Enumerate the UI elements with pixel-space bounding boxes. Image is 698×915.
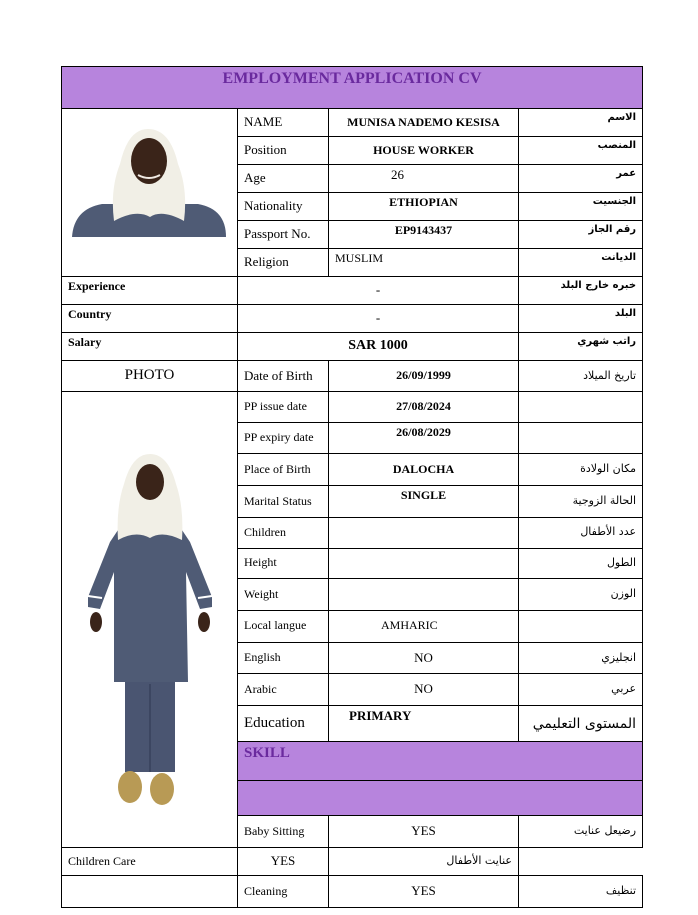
local-language-value: AMHARIC [329,610,519,642]
pp-issue-arabic [519,392,643,423]
children-label: Children [238,517,329,548]
age-arabic: عمر [519,165,643,193]
skill-header-blank [238,780,643,815]
nationality-value: ETHIOPIAN [329,193,519,221]
passport-value: EP9143437 [329,221,519,249]
skill-children-care-label: Children Care [62,848,238,876]
children-arabic: عدد الأطفال [519,517,643,548]
religion-value: MUSLIM [329,249,519,277]
english-arabic: انجليزي [519,642,643,674]
english-value: NO [329,642,519,674]
education-label: Education [238,706,329,742]
skill-baby-sitting-value: YES [329,816,519,848]
children-value [329,517,519,548]
height-arabic: الطول [519,548,643,579]
empty-cell [62,876,238,908]
place-of-birth-value: DALOCHA [329,454,519,486]
cv-form [61,66,642,908]
salary-label: Salary [62,333,238,361]
name-value: MUNISA NADEMO KESISA [329,109,519,137]
name-arabic: الاسم [519,109,643,137]
marital-status-label: Marital Status [238,486,329,518]
fullbody-photo-cell [62,392,238,848]
country-value: - [238,305,519,333]
salary-arabic: راتب شهري [519,333,643,361]
local-language-label: Local langue [238,610,329,642]
skill-baby-sitting-arabic: رضيعل عنايت [519,816,643,848]
nationality-arabic: الجنسيت [519,193,643,221]
nationality-label: Nationality [238,193,329,221]
salary-value: SAR 1000 [238,333,519,361]
arabic-arabic: عربي [519,674,643,706]
skill-cleaning-value: YES [329,876,519,908]
weight-arabic: الوزن [519,579,643,611]
photo-label: PHOTO [62,361,238,392]
place-of-birth-label: Place of Birth [238,454,329,486]
position-label: Position [238,137,329,165]
country-arabic: البلد [519,305,643,333]
experience-value: - [238,277,519,305]
weight-value [329,579,519,611]
height-label: Height [238,548,329,579]
fullbody-photo [62,392,238,847]
position-arabic: المنصب [519,137,643,165]
pp-issue-value: 27/08/2024 [329,392,519,423]
weight-label: Weight [238,579,329,611]
dob-label: Date of Birth [238,361,329,392]
dob-value: 26/09/1999 [329,361,519,392]
experience-label: Experience [62,277,238,305]
religion-arabic: الديانت [519,249,643,277]
position-value: HOUSE WORKER [329,137,519,165]
place-of-birth-arabic: مكان الولادة [519,454,643,486]
skill-baby-sitting-label: Baby Sitting [238,816,329,848]
english-label: English [238,642,329,674]
headshot-photo-cell [62,109,238,277]
pp-expiry-label: PP expiry date [238,422,329,454]
age-value: 26 [329,165,519,193]
arabic-label: Arabic [238,674,329,706]
skill-children-care-arabic: عنايت الأطفال [329,848,519,876]
education-arabic: المستوى التعليمي [519,706,643,742]
cv-table [61,66,643,908]
headshot-photo [62,109,238,272]
experience-arabic: خبره خارج البلد [519,277,643,305]
marital-status-value: SINGLE [329,486,519,518]
age-label: Age [238,165,329,193]
religion-label: Religion [238,249,329,277]
cv-title: EMPLOYMENT APPLICATION CV [62,67,643,109]
skill-cleaning-arabic: تنظيف [519,876,643,908]
arabic-value: NO [329,674,519,706]
dob-arabic: تاريخ الميلاد [519,361,643,392]
local-language-arabic [519,610,643,642]
pp-expiry-arabic [519,422,643,454]
pp-expiry-value: 26/08/2029 [329,422,519,454]
skill-cleaning-label: Cleaning [238,876,329,908]
marital-status-arabic: الحالة الزوجية [519,486,643,518]
country-label: Country [62,305,238,333]
skill-children-care-value: YES [238,848,329,876]
passport-arabic: رقم الجاز [519,221,643,249]
education-value: PRIMARY [329,706,519,742]
height-value [329,548,519,579]
pp-issue-label: PP issue date [238,392,329,423]
passport-label: Passport No. [238,221,329,249]
skill-header: SKILL [238,742,643,781]
name-label: NAME [238,109,329,137]
